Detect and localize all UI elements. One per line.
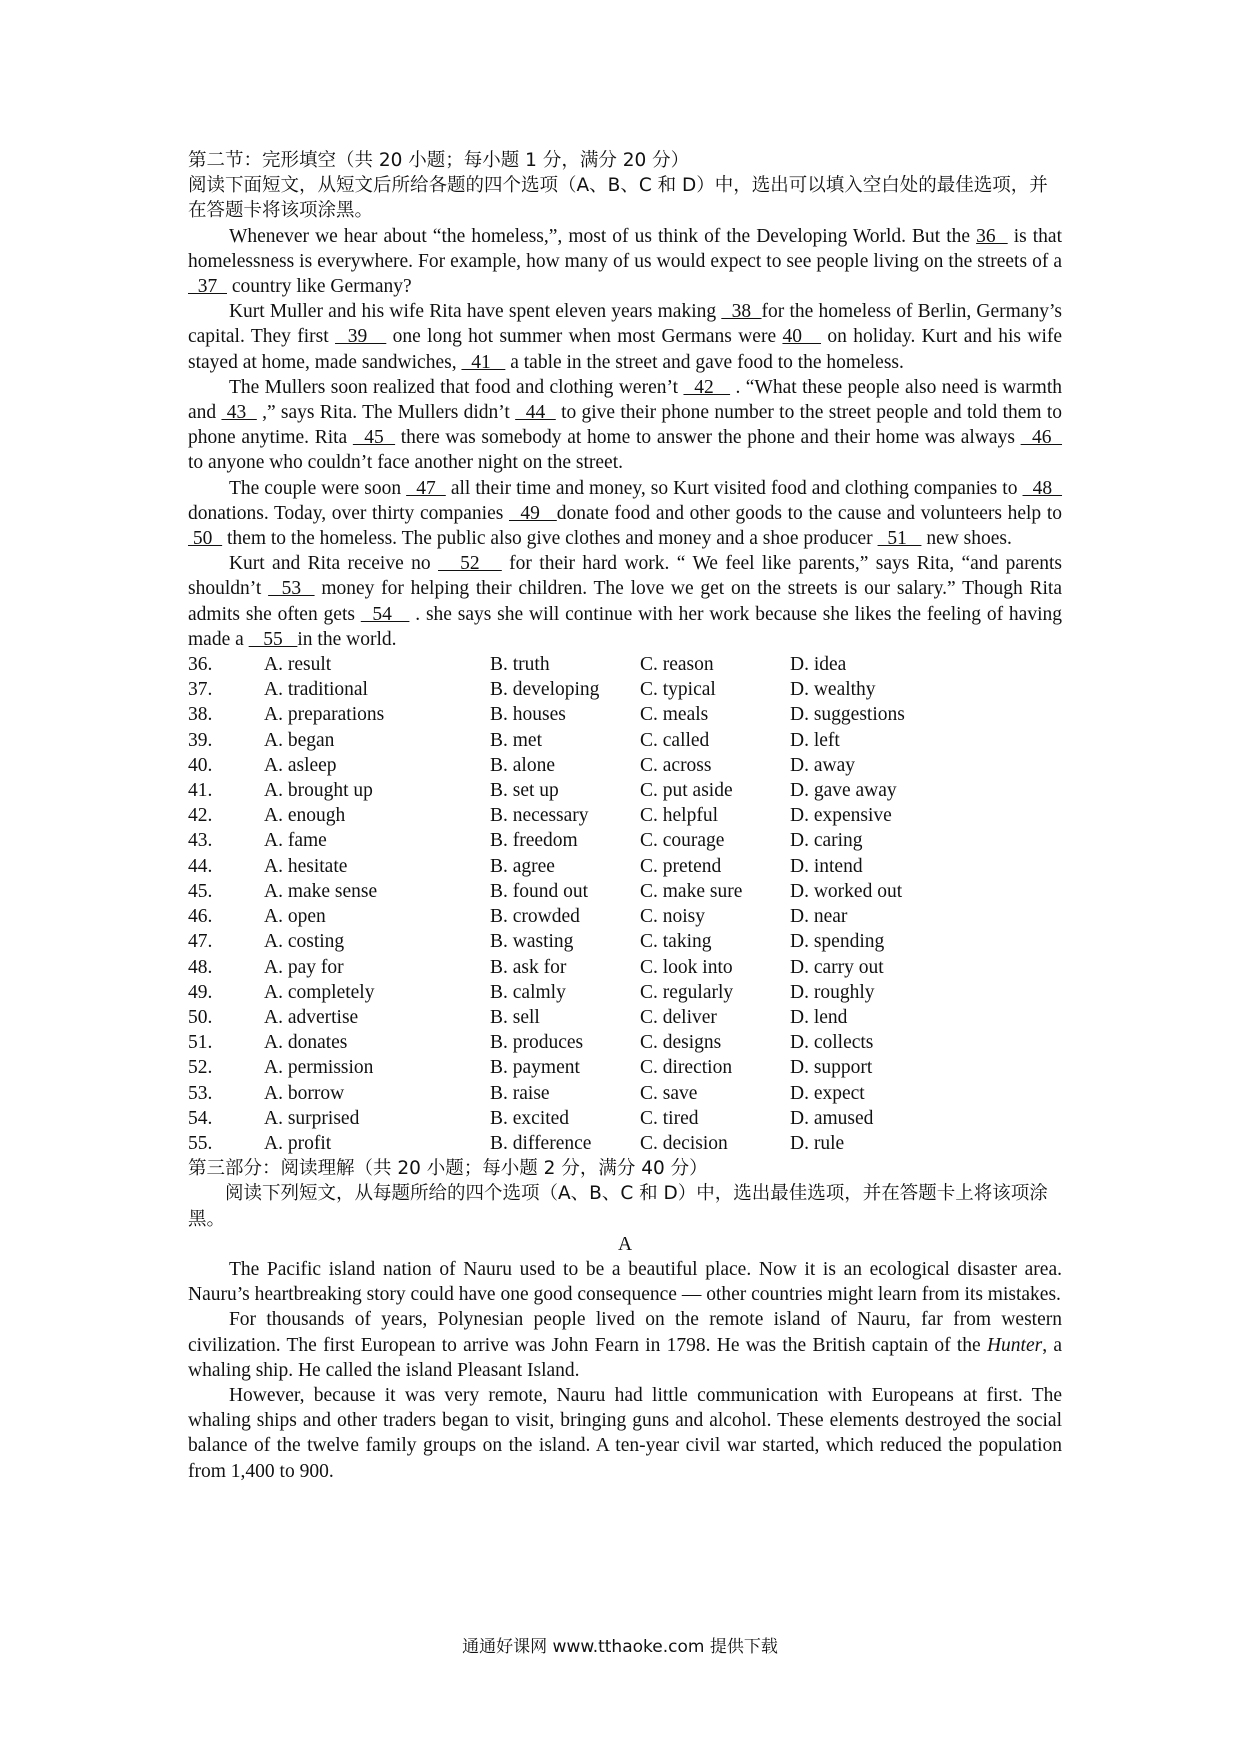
passage-paragraph-5: Kurt and Rita receive no 52 for their hard work. “ We feel like parents,” says Rita, “and parents shouldn’t 53 money for helping their children. The love we get on the streets is our salary.” Though Rita admits she often gets 54 . she says she will continue with her work because she likes the feeling of having made a 55 in the world. <box>188 553 1063 650</box>
option-a: A. surprised <box>264 1107 360 1129</box>
option-row <box>188 929 1062 954</box>
option-d: D. carry out <box>790 956 884 978</box>
blank-46: 46 <box>1020 427 1063 449</box>
option-b: B. crowded <box>490 906 580 928</box>
option-d: D. intend <box>790 855 863 877</box>
option-row <box>188 1030 1062 1055</box>
option-c: C. designs <box>640 1032 722 1054</box>
option-d: D. away <box>790 754 855 776</box>
answer-options-list <box>188 652 1062 1156</box>
section2-heading: 第二节：完形填空（共 20 小题；每小题 1 分，满分 20 分） <box>188 150 690 171</box>
option-d: D. expensive <box>790 805 892 827</box>
option-c: C. typical <box>640 679 716 701</box>
option-c: C. regularly <box>640 981 734 1003</box>
blank-36: 36 <box>976 225 1008 247</box>
section2-instructions: 阅读下面短文，从短文后所给各题的四个选项（A、B、C 和 D）中，选出可以填入空白处的最佳选项，并在答题卡将该项涂黑。 <box>188 175 1048 222</box>
option-row <box>188 904 1062 929</box>
option-row <box>188 980 1062 1005</box>
blank-48: 48 <box>1022 477 1063 499</box>
option-row <box>188 1005 1062 1030</box>
part3-heading: 第三部分：阅读理解（共 20 小题；每小题 2 分，满分 40 分） <box>188 1158 708 1180</box>
option-b: B. met <box>490 729 542 751</box>
option-row <box>188 1131 1062 1156</box>
option-b: B. calmly <box>490 981 566 1003</box>
option-d: D. caring <box>790 830 863 852</box>
option-b: B. houses <box>490 704 566 726</box>
option-a: A. fame <box>264 830 327 852</box>
question-number: 40. <box>188 754 213 776</box>
option-b: B. necessary <box>490 805 589 827</box>
option-b: B. set up <box>490 780 559 802</box>
option-d: D. wealthy <box>790 679 876 701</box>
option-a: A. hesitate <box>264 855 348 877</box>
passage-paragraph-4: The couple were soon 47 all their time and money, so Kurt visited food and clothing companies to 48 donations. Today, over thirty companies 49 donate food and other goods to the cause and volunteers help to 50 them to the homeless. The public also give clothes and money and a shoe producer 51 new shoes. <box>188 477 1063 550</box>
option-b: B. agree <box>490 855 555 877</box>
option-d: D. left <box>790 729 840 751</box>
option-b: B. alone <box>490 754 555 776</box>
footer-source: 通通好课网 www.tthaoke.com 提供下载 <box>462 1637 778 1657</box>
option-a: A. advertise <box>264 1006 359 1028</box>
option-b: B. payment <box>490 1057 580 1079</box>
blank-39: 39 <box>335 326 387 348</box>
option-d: D. collects <box>790 1032 874 1054</box>
question-number: 50. <box>188 1006 213 1028</box>
option-row <box>188 1106 1062 1131</box>
option-a: A. brought up <box>264 780 373 802</box>
question-number: 53. <box>188 1082 213 1104</box>
question-number: 38. <box>188 704 213 726</box>
option-row <box>188 803 1062 828</box>
blank-44: 44 <box>515 402 556 424</box>
option-b: B. excited <box>490 1107 570 1129</box>
option-c: C. across <box>640 754 712 776</box>
option-a: A. pay for <box>264 956 344 978</box>
option-c: C. make sure <box>640 880 743 902</box>
option-d: D. idea <box>790 654 847 676</box>
blank-45: 45 <box>352 427 396 449</box>
option-c: C. helpful <box>640 805 718 827</box>
passage-paragraph-2: Kurt Muller and his wife Rita have spent eleven years making 38 for the homeless of Berlin, Germany’s capital. They first 39 one long hot summer when most Germans were 40 on holiday. Kurt and his wife stayed at home, made sandwiches, 41 a table in the street and gave food to the homeless. <box>188 301 1063 373</box>
option-c: C. taking <box>640 931 712 953</box>
option-d: D. amused <box>790 1107 874 1129</box>
option-row <box>188 702 1062 727</box>
option-row <box>188 879 1062 904</box>
question-number: 48. <box>188 956 213 978</box>
question-number: 36. <box>188 654 213 676</box>
option-b: B. produces <box>490 1032 584 1054</box>
option-b: B. raise <box>490 1082 550 1104</box>
option-a: A. preparations <box>264 704 385 726</box>
option-b: B. truth <box>490 654 550 676</box>
option-b: B. wasting <box>490 931 574 953</box>
option-row <box>188 1055 1062 1080</box>
option-row <box>188 854 1062 879</box>
blank-52: 52 <box>438 553 502 575</box>
option-d: D. support <box>790 1057 873 1079</box>
option-c: C. put aside <box>640 780 733 802</box>
option-b: B. freedom <box>490 830 578 852</box>
passage-label: A <box>617 1233 633 1255</box>
option-a: A. make sense <box>264 880 378 902</box>
option-b: B. sell <box>490 1006 540 1028</box>
option-c: C. called <box>640 729 710 751</box>
option-a: A. result <box>264 654 332 676</box>
option-d: D. spending <box>790 931 885 953</box>
blank-51: 51 <box>877 528 922 550</box>
blank-42: 42 <box>683 376 731 398</box>
option-d: D. suggestions <box>790 704 905 726</box>
question-number: 43. <box>188 830 213 852</box>
option-d: D. rule <box>790 1132 845 1154</box>
option-c: C. look into <box>640 956 733 978</box>
question-number: 49. <box>188 981 213 1003</box>
option-row <box>188 677 1062 702</box>
option-d: D. lend <box>790 1006 848 1028</box>
option-row <box>188 652 1062 677</box>
option-b: B. developing <box>490 679 600 701</box>
option-d: D. gave away <box>790 780 897 802</box>
blank-41: 41 <box>461 351 506 373</box>
option-a: A. costing <box>264 931 345 953</box>
option-a: A. enough <box>264 805 346 827</box>
option-a: A. borrow <box>264 1082 345 1104</box>
option-row <box>188 1081 1062 1106</box>
question-number: 44. <box>188 855 213 877</box>
blank-54: 54 <box>360 603 410 625</box>
option-c: C. courage <box>640 830 725 852</box>
option-row <box>188 955 1062 980</box>
passage-paragraph-3: The Mullers soon realized that food and clothing weren’t 42 . “What these people also need is warmth and 43 ,” says Rita. The Mullers didn’t 44 to give their phone number to the street people and told them to phone anytime. Rita 45 there was somebody at home to answer the phone and their home was always 46 to anyone who couldn’t face another night on the street. <box>188 376 1063 474</box>
option-c: C. noisy <box>640 906 706 928</box>
question-number: 42. <box>188 805 213 827</box>
option-c: C. direction <box>640 1057 733 1079</box>
option-c: C. reason <box>640 654 714 676</box>
option-c: C. save <box>640 1082 698 1104</box>
question-number: 55. <box>188 1132 213 1154</box>
passage-paragraph-1: Whenever we hear about “the homeless,”, most of us think of the Developing World. But the 36 is that homelessness is everywhere. For example, how many of us would expect to see people living on the streets of a 37 country like Germany? <box>188 225 1063 298</box>
part3-instructions: 阅读下列短文，从每题所给的四个选项（A、B、C 和 D）中，选出最佳选项，并在答题卡上将该项涂黑。 <box>188 1183 1048 1230</box>
option-b: B. found out <box>490 880 589 902</box>
option-a: A. asleep <box>264 754 337 776</box>
blank-40: 40 <box>782 326 822 348</box>
option-d: D. near <box>790 906 848 928</box>
ship-name: Hunter <box>986 1334 1043 1356</box>
question-number: 47. <box>188 931 213 953</box>
question-number: 37. <box>188 679 213 701</box>
option-c: C. pretend <box>640 855 722 877</box>
option-a: A. open <box>264 906 326 928</box>
option-c: C. tired <box>640 1107 699 1129</box>
question-number: 52. <box>188 1057 213 1079</box>
option-c: C. decision <box>640 1132 728 1154</box>
option-a: A. began <box>264 729 335 751</box>
option-a: A. donates <box>264 1032 348 1054</box>
question-number: 39. <box>188 729 213 751</box>
blank-49: 49 <box>509 502 557 524</box>
question-number: 45. <box>188 880 213 902</box>
blank-43: 43 <box>221 402 257 424</box>
question-number: 41. <box>188 780 213 802</box>
question-number: 46. <box>188 906 213 928</box>
option-b: B. difference <box>490 1132 592 1154</box>
reading-paragraph-3: However, because it was very remote, Nauru had little communication with Europeans at first. The whaling ships and other traders began to visit, bringing guns and alcohol. These elements destroyed the social balance of the twelve family groups on the island. A ten-year civil war started, which reduced the population from 1,400 to 900. <box>188 1384 1062 1482</box>
blank-50: 50 <box>188 528 223 550</box>
option-c: C. meals <box>640 704 709 726</box>
option-b: B. ask for <box>490 956 567 978</box>
blank-38: 38 <box>721 301 762 323</box>
option-a: A. traditional <box>264 679 368 701</box>
question-number: 51. <box>188 1032 213 1054</box>
question-number: 54. <box>188 1107 213 1129</box>
option-row <box>188 753 1062 778</box>
document-page <box>188 148 1062 1484</box>
option-row <box>188 728 1062 753</box>
blank-47: 47 <box>406 477 446 499</box>
blank-53: 53 <box>268 578 315 600</box>
option-d: D. worked out <box>790 880 903 902</box>
reading-paragraph-2: For thousands of years, Polynesian people lived on the remote island of Nauru, far from western civilization. The first European to arrive was John Fearn in 1798. He was the British captain of the Hunter, a whaling ship. He called the island Pleasant Island. <box>188 1309 1062 1381</box>
blank-55: 55 <box>248 628 298 650</box>
option-row <box>188 828 1062 853</box>
reading-paragraph-1: The Pacific island nation of Nauru used to be a beautiful place. Now it is an ecological disaster area. Nauru’s heartbreaking story could have one good consequence — other countries might learn from its mistakes. <box>188 1258 1062 1306</box>
option-row <box>188 778 1062 803</box>
option-a: A. permission <box>264 1057 374 1079</box>
option-d: D. roughly <box>790 981 875 1003</box>
option-c: C. deliver <box>640 1006 717 1028</box>
option-a: A. profit <box>264 1132 332 1154</box>
blank-37: 37 <box>188 276 227 298</box>
option-a: A. completely <box>264 981 375 1003</box>
option-d: D. expect <box>790 1082 865 1104</box>
